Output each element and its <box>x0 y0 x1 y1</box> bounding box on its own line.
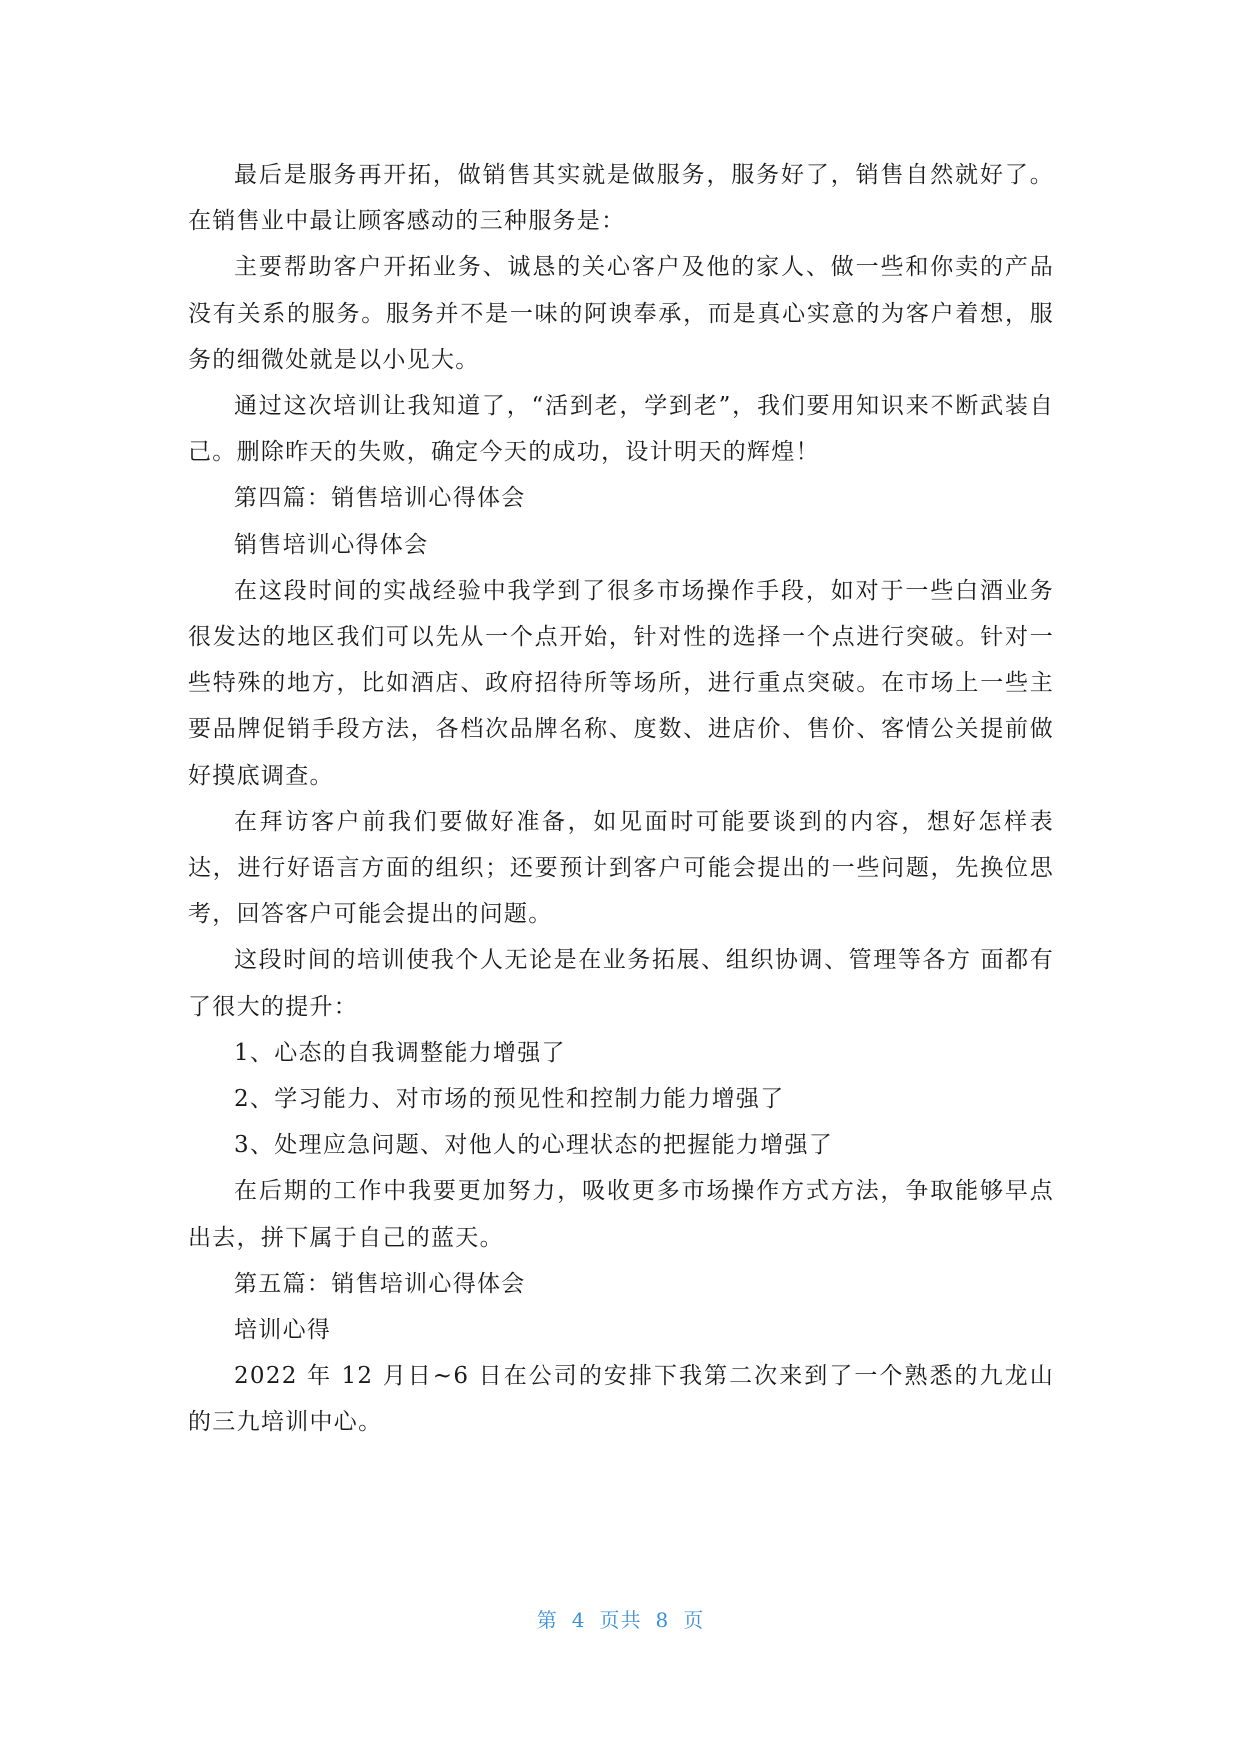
footer-label-page: 第 <box>536 1608 558 1632</box>
paragraph-future-work: 在后期的工作中我要更加努力，吸收更多市场操作方式方法，争取能够早点出去，拼下属于自己的蓝天。 <box>188 1178 1054 1251</box>
footer-current-page: 4 <box>571 1608 586 1632</box>
paragraph-service-details: 主要帮助客户开拓业务、诚恳的关心客户及他的家人、做一些和你卖的产品没有关系的服务。服务并不是一味的阿谀奉承，而是真心实意的为客户着想，服务的细微处就是以小见大。 <box>188 254 1054 373</box>
paragraph-service-expansion: 最后是服务再开拓，做销售其实就是做服务，服务好了，销售自然就好了。在销售业中最让顾客感动的三种服务是： <box>188 162 1054 235</box>
list-item: 1、心态的自我调整能力增强了 <box>234 1039 566 1066</box>
list-item: 2、学习能力、对市场的预见性和控制力能力增强了 <box>234 1086 785 1113</box>
section-heading-part-five: 第五篇：销售培训心得体会 <box>234 1270 526 1297</box>
paragraph-market-experience: 在这段时间的实战经验中我学到了很多市场操作手段，如对于一些白酒业务很发达的地区我们可以先从一个点开始，针对性的选择一个点进行突破。针对一些特殊的地方，比如酒店、政府招待所等场所，进行重点突破。在市场上一些主要品牌促销手段方法，各档次品牌名称、度数、进店价、售价、客情公关提前做好摸底调查。 <box>188 577 1054 789</box>
paragraph-client-visit: 在拜访客户前我们要做好准备，如见面时可能要谈到的内容，想好怎样表达，进行好语言方面的组织；还要预计到客户可能会提出的一些问题，先换位思考，回答客户可能会提出的问题。 <box>188 808 1054 928</box>
section-subheading-training: 培训心得 <box>234 1317 332 1344</box>
list-item: 3、处理应急问题、对他人的心理状态的把握能力增强了 <box>234 1132 834 1159</box>
footer-label-total: 页共 <box>599 1608 642 1632</box>
page-number-footer <box>0 1604 1241 1633</box>
footer-total-pages: 8 <box>655 1608 670 1632</box>
document-body <box>188 152 1054 1446</box>
footer-label-end: 页 <box>683 1608 705 1632</box>
paragraph-training-improvement: 这段时间的培训使我个人无论是在业务拓展、组织协调、管理等各方 面都有了很大的提升： <box>188 947 1054 1020</box>
paragraph-training-lesson: 通过这次培训让我知道了，“活到老，学到老”，我们要用知识来不断武装自己。删除昨天的失败，确定今天的成功，设计明天的辉煌！ <box>188 393 1054 466</box>
paragraph-training-date: 2022 年 12 月日~6 日在公司的安排下我第二次来到了一个熟悉的九龙山的三九培训中心。 <box>188 1363 1054 1436</box>
section-subheading: 销售培训心得体会 <box>234 531 429 558</box>
section-heading-part-four: 第四篇：销售培训心得体会 <box>234 485 526 512</box>
